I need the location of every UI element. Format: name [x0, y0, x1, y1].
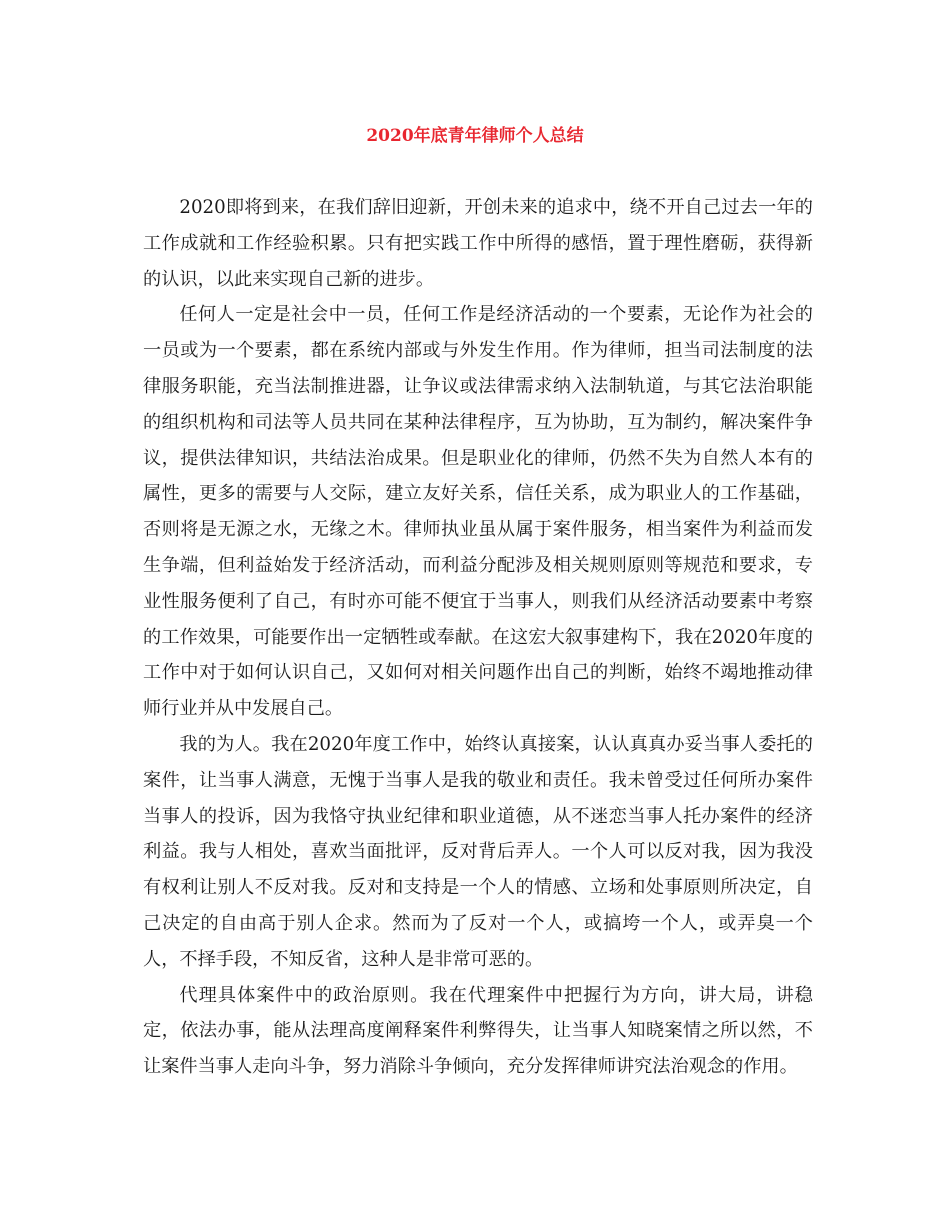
paragraph-intro: 2020即将到来，在我们辞旧迎新，开创未来的追求中，绕不开自己过去一年的工作成就和工作经验积累。只有把实践工作中所得的感悟，置于理性磨砺，获得新的认识，以此来实现自己新的进步。 [143, 197, 813, 290]
document-body [143, 190, 813, 1085]
paragraph-personal-conduct: 我的为人。我在2020年度工作中，始终认真接案，认认真真办妥当事人委托的案件，让当事人满意，无愧于当事人是我的敬业和责任。我未曾受过任何所办案件当事人的投诉，因为我恪守执业纪律和职业道德，从不迷恋当事人托办案件的经济利益。我与人相处，喜欢当面批评，反对背后弄人。一个人可以反对我，因为我没有权利让别人不反对我。反对和支持是一个人的情感、立场和处事原则所决定，自己决定的自由高于别人企求。然而为了反对一个人，或搞垮一个人，或弄臭一个人，不择手段，不知反省，这种人是非常可恶的。 [143, 733, 813, 970]
document-title: 2020年底青年律师个人总结 [366, 126, 584, 146]
paragraph-political-principle: 代理具体案件中的政治原则。我在代理案件中把握行为方向，讲大局，讲稳定，依法办事，能从法理高度阐释案件利弊得失，让当事人知晓案情之所以然，不让案件当事人走向斗争，努力消除斗争倾向，充分发挥律师讲究法治观念的作用。 [143, 984, 813, 1078]
paragraph-role-of-lawyer: 任何人一定是社会中一员，任何工作是经济活动的一个要素，无论作为社会的一员或为一个要素，都在系统内部或与外发生作用。作为律师，担当司法制度的法律服务职能，充当法制推进器，让争议或法律需求纳入法制轨道，与其它法治职能的组织机构和司法等人员共同在某种法律程序，互为协助，互为制约，解决案件争议，提供法律知识，共结法治成果。但是职业化的律师，仍然不失为自然人本有的属性，更多的需要与人交际，建立友好关系，信任关系，成为职业人的工作基础，否则将是无源之水，无缘之木。律师执业虽从属于案件服务，相当案件为利益而发生争端，但利益始发于经济活动，而利益分配涉及相关规则原则等规范和要求，专业性服务便利了自己，有时亦可能不便宜于当事人，则我们从经济活动要素中考察的工作效果，可能要作出一定牺牲或奉献。在这宏大叙事建构下，我在2020年度的工作中对于如何认识自己，又如何对相关问题作出自己的判断，始终不竭地推动律师行业并从中发展自己。 [143, 304, 813, 720]
